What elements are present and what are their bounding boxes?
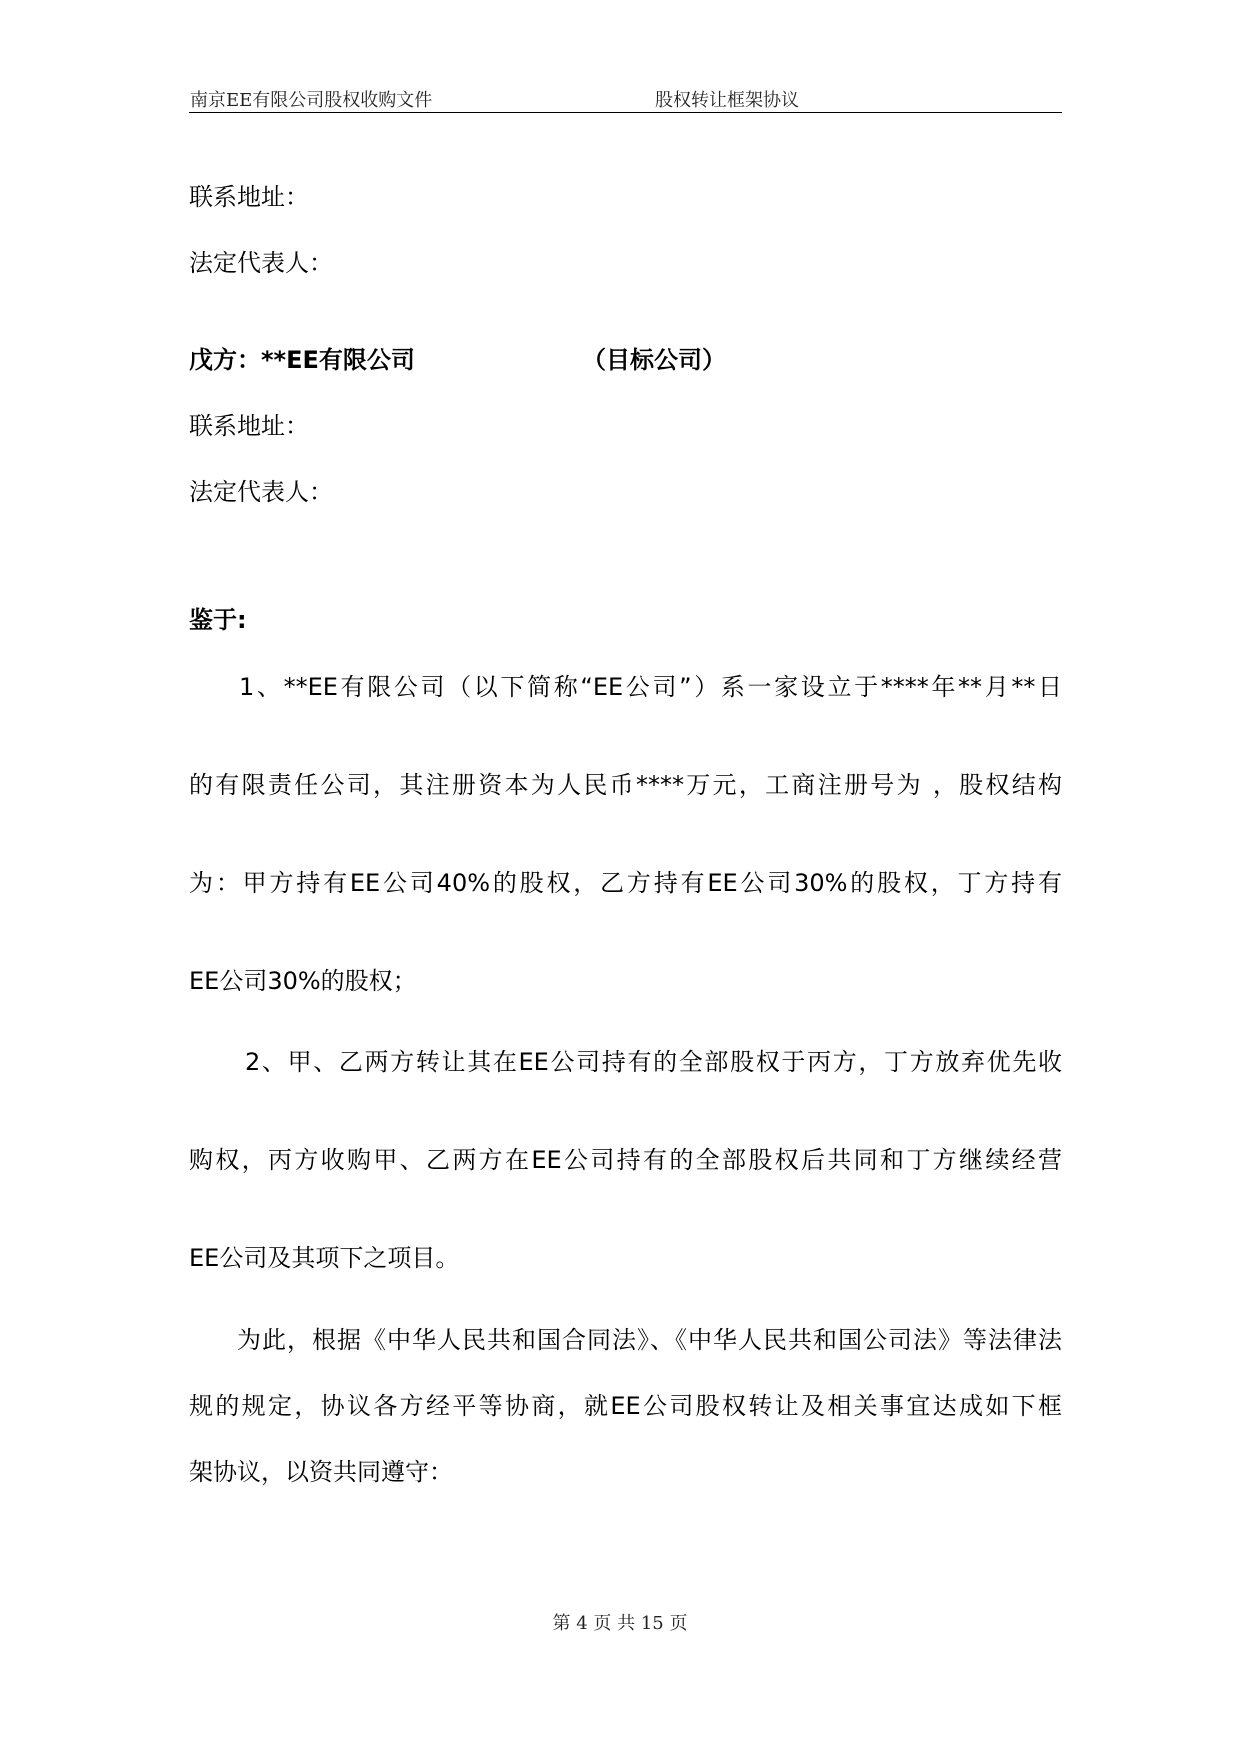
header-divider — [189, 112, 1062, 113]
recital-1-line-3: 为：甲方持有EE公司40%的股权，乙方持有EE公司30%的股权，丁方持有 — [189, 869, 1062, 897]
recital-2-line-2: 购权，丙方收购甲、乙两方在EE公司持有的全部股权后共同和丁方继续经营 — [189, 1146, 1062, 1174]
recital-2-line-3: EE公司及其项下之项目。 — [189, 1244, 460, 1272]
party-wu-address-label: 联系地址： — [189, 412, 309, 440]
header-document-title: 南京EE有限公司股权收购文件 — [190, 90, 433, 111]
recital-1-line-2: 的有限责任公司，其注册资本为人民币****万元，工商注册号为 ，股权结构 — [189, 771, 1062, 799]
recital-2-line-1: 2、甲、乙两方转让其在EE公司持有的全部股权于丙方，丁方放弃优先收 — [245, 1048, 1062, 1076]
party-wu-rep-label: 法定代表人： — [189, 478, 333, 506]
prev-party-rep-label: 法定代表人： — [189, 249, 333, 277]
closing-line-1: 为此，根据《中华人民共和国合同法》、《中华人民共和国公司法》等法律法 — [237, 1326, 1062, 1354]
recital-1-line-4: EE公司30%的股权； — [189, 967, 417, 995]
closing-line-2: 规的规定，协议各方经平等协商，就EE公司股权转让及相关事宜达成如下框 — [189, 1392, 1062, 1420]
recitals-heading: 鉴于: — [189, 606, 247, 634]
party-wu-heading — [189, 348, 1062, 372]
party-wu-name: 戊方：**EE有限公司 — [189, 346, 415, 374]
page-number: 第 4 页 共 15 页 — [552, 1613, 688, 1634]
party-wu-role: （目标公司） — [582, 346, 726, 374]
header-section-title: 股权转让框架协议 — [655, 90, 799, 111]
recital-1-line-1: 1、**EE有限公司（以下简称“EE公司”）系一家设立于****年**月**日 — [239, 673, 1062, 701]
prev-party-address-label: 联系地址： — [189, 183, 309, 211]
closing-line-3: 架协议，以资共同遵守： — [189, 1458, 453, 1486]
